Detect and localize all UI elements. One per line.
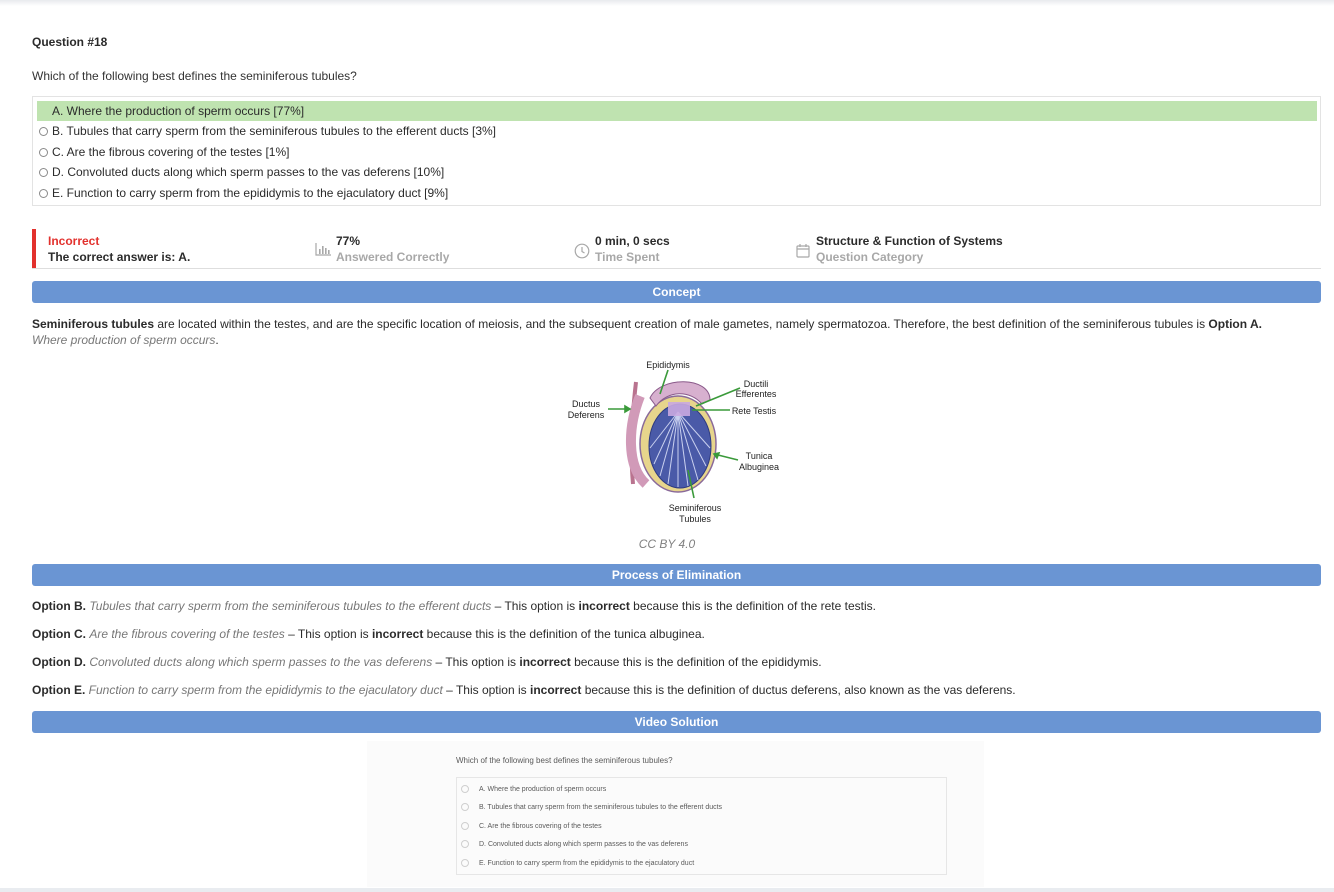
- elim-verdict: incorrect: [371, 627, 424, 641]
- video-choice-label: E. Function to carry sperm from the epididymis to the ejaculatory duct: [479, 859, 695, 867]
- elim-verdict: incorrect: [530, 683, 582, 697]
- label-ductus-2: Deferens: [567, 410, 605, 420]
- label-rete-testis: Rete Testis: [731, 406, 777, 416]
- answer-choices: [32, 96, 1321, 206]
- concept-paragraph: [32, 316, 1322, 348]
- label-tunica-1: Tunica: [745, 451, 773, 461]
- elim-option: Option C.: [32, 627, 86, 641]
- elim-dash: – This option is: [491, 599, 579, 613]
- video-choice-label: C. Are the fibrous covering of the testes: [479, 822, 602, 830]
- question-category: Structure & Function of Systems: [816, 234, 1003, 248]
- elimination-item-b: [32, 599, 1322, 613]
- radio-icon[interactable]: [39, 168, 48, 177]
- elim-verdict: incorrect: [578, 599, 630, 613]
- elim-reason: because this is the definition of the epididymis.: [570, 655, 822, 669]
- elim-verdict: incorrect: [519, 655, 571, 669]
- video-question-text: Which of the following best defines the seminiferous tubules?: [456, 756, 673, 765]
- video-choice-label: B. Tubules that carry sperm from the seminiferous tubules to the efferent ducts: [479, 803, 723, 811]
- choice-d[interactable]: [37, 162, 1317, 182]
- testis-diagram: [560, 356, 790, 528]
- elim-reason: because this is the definition of the tunica albuginea.: [423, 627, 705, 641]
- label-tunica-2: Albuginea: [738, 462, 780, 472]
- label-ductuli-2: Efferentes: [735, 389, 777, 399]
- concept-answer-text: Where production of sperm occurs: [32, 333, 216, 347]
- video-choice-label: A. Where the production of sperm occurs: [479, 785, 607, 793]
- percent-correct: 77%: [336, 234, 361, 248]
- elimination-item-c: [32, 627, 1322, 641]
- label-ductuli-1: Ductili: [743, 379, 769, 389]
- elim-option: Option E.: [32, 683, 86, 697]
- elim-dash: – This option is: [284, 627, 372, 641]
- radio-icon: [39, 107, 48, 116]
- radio-icon: [461, 859, 469, 867]
- clock-icon: [574, 243, 590, 262]
- video-heading: Video Solution: [32, 711, 1321, 733]
- elim-text: Are the fibrous covering of the testes: [89, 627, 285, 641]
- elimination-heading: Process of Elimination: [32, 564, 1321, 586]
- top-shadow: [0, 0, 1334, 6]
- label-ductus-1: Ductus: [571, 399, 601, 409]
- concept-body: are located within the testes, and are the specific location of meiosis, and the subsequent creation of male gametes, namely spermatozoa. Therefore, the best definition of the seminiferous tubules is: [154, 317, 1209, 331]
- radio-icon[interactable]: [39, 127, 48, 136]
- elim-text: Function to carry sperm from the epididymis to the ejaculatory duct: [88, 683, 443, 697]
- choice-b[interactable]: [37, 121, 1317, 141]
- radio-icon: [461, 840, 469, 848]
- concept-option: Option A.: [1208, 317, 1262, 331]
- choice-label: D. Convoluted ducts along which sperm passes to the vas deferens [10%]: [52, 165, 445, 179]
- correct-answer-text: The correct answer is: A.: [48, 250, 191, 264]
- result-indicator-bar: [32, 229, 36, 268]
- question-number: Question #18: [32, 35, 108, 49]
- time-spent: 0 min, 0 secs: [595, 234, 670, 248]
- choice-label: B. Tubules that carry sperm from the seminiferous tubules to the efferent ducts [3%]: [52, 124, 496, 138]
- bottom-border: [0, 888, 1334, 892]
- concept-end: .: [215, 333, 219, 347]
- category-label: Question Category: [816, 250, 924, 264]
- elim-text: Convoluted ducts along which sperm passes to the vas deferens: [89, 655, 433, 669]
- concept-heading: Concept: [32, 281, 1321, 303]
- elim-reason: because this is the definition of the rete testis.: [629, 599, 876, 613]
- percent-label: Answered Correctly: [336, 250, 450, 264]
- choice-label: C. Are the fibrous covering of the testes [1%]: [52, 145, 290, 159]
- result-status: Incorrect: [48, 234, 100, 248]
- result-stats: [32, 229, 1321, 269]
- radio-icon: [461, 785, 469, 793]
- video-choices: [456, 777, 947, 875]
- elim-option: Option B.: [32, 599, 86, 613]
- elim-dash: – This option is: [442, 683, 530, 697]
- video-player[interactable]: [367, 741, 984, 887]
- video-choice-c: [461, 819, 602, 833]
- choice-label: A. Where the production of sperm occurs [77%]: [52, 104, 305, 118]
- label-seminiferous-2: Tubules: [679, 514, 711, 524]
- calendar-icon: [796, 243, 810, 261]
- elim-reason: because this is the definition of ductus deferens, also known as the vas deferens.: [581, 683, 1016, 697]
- label-epididymis: Epididymis: [646, 360, 690, 370]
- elimination-item-e: [32, 683, 1322, 697]
- image-caption: CC BY 4.0: [638, 537, 696, 551]
- radio-icon[interactable]: [39, 148, 48, 157]
- video-choice-label: D. Convoluted ducts along which sperm passes to the vas deferens: [479, 840, 688, 848]
- radio-icon: [461, 803, 469, 811]
- radio-icon[interactable]: [39, 189, 48, 198]
- video-choice-e: [461, 856, 694, 870]
- video-choice-d: [461, 837, 688, 851]
- elim-option: Option D.: [32, 655, 86, 669]
- question-text: Which of the following best defines the seminiferous tubules?: [32, 69, 357, 83]
- choice-a[interactable]: [37, 101, 1317, 121]
- choice-label: E. Function to carry sperm from the epididymis to the ejaculatory duct [9%]: [52, 186, 449, 200]
- radio-icon: [461, 822, 469, 830]
- label-seminiferous-1: Seminiferous: [668, 503, 722, 513]
- concept-term: Seminiferous tubules: [32, 317, 155, 331]
- time-label: Time Spent: [595, 250, 660, 264]
- elimination-item-d: [32, 655, 1322, 669]
- bar-chart-icon: [315, 243, 331, 259]
- choice-c[interactable]: [37, 142, 1317, 162]
- elim-text: Tubules that carry sperm from the seminiferous tubules to the efferent ducts: [89, 599, 492, 613]
- elim-dash: – This option is: [432, 655, 520, 669]
- video-choice-a: [461, 782, 606, 796]
- video-choice-b: [461, 800, 722, 814]
- choice-e[interactable]: [37, 183, 1317, 203]
